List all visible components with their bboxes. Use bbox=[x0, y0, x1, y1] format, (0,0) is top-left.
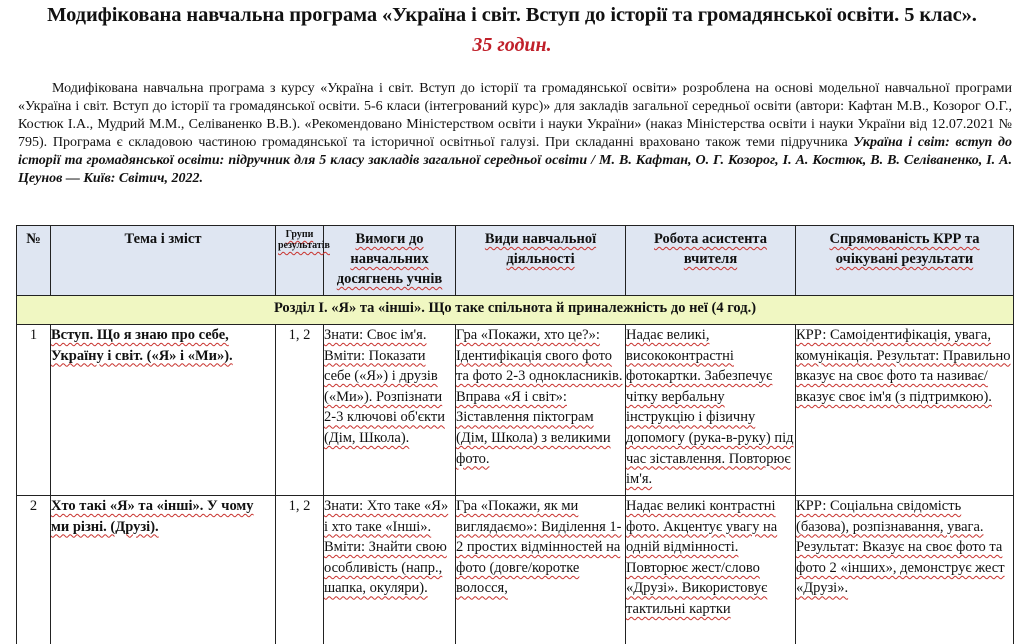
row-requirements: Знати: Своє ім'я. Вміти: Показати себе («Я») і друзів («Ми»). Розпізнати 2-3 ключові об'єкти (Дім, Школа). bbox=[324, 325, 456, 496]
row-num: 1 bbox=[17, 325, 51, 496]
document-title: Модифікована навчальна програма «Україна і світ. Вступ до історії та громадянської освіти. 5 клас». bbox=[47, 4, 977, 26]
row-assistant: Надає великі контрастні фото. Акцентує увагу на одній відмінності. Повторює жест/слово «Друзі». Використовує тактильні картки bbox=[626, 496, 796, 644]
curriculum-table bbox=[16, 225, 1014, 644]
header-requirements: Вимоги до навчальних досягнень учнів bbox=[324, 226, 456, 296]
table-row bbox=[17, 496, 1014, 644]
row-topic: Вступ. Що я знаю про себе, Україну і світ. («Я» і «Ми»). bbox=[51, 325, 276, 496]
row-krr: КРР: Соціальна свідомість (базова), розпізнавання, увага. Результат: Вказує на своє фото та фото 2 «інших», демонструє жест «Друзі». bbox=[796, 496, 1014, 644]
row-activities: Гра «Покажи, як ми виглядаємо»: Виділення 1-2 простих відмінностей на фото (довге/коротке волосся, bbox=[456, 496, 626, 644]
row-groups: 1, 2 bbox=[276, 325, 324, 496]
document-hours: 35 годин. bbox=[472, 34, 552, 56]
table-row bbox=[17, 325, 1014, 496]
header-activities: Види навчальної діяльності bbox=[456, 226, 626, 296]
row-num: 2 bbox=[17, 496, 51, 644]
intro-text: Модифікована навчальна програма з курсу «Україна і світ. Вступ до історії та громадянської освіти» розроблена на основі модельної навчальної програми «Україна і світ. Вступ до історії та громадянської освіти. 5-6 класи (інтегрований курс)» для закладів загальної середньої освіти (автори: Кафтан М.В., Козорог О.Г., Костюк І.А., Мудрий М.М., Селіваненко В.В.). «Рекомендовано Міністерством освіти і науки України» (наказ Міністерства освіти і науки України від 12.07.2021 № 795). Програма є складовою частиною громадянської та історичної освітньої галузі. При складанні враховано також теми підручника bbox=[18, 81, 1012, 150]
row-krr: КРР: Самоідентифікація, увага, комунікація. Результат: Правильно вказує на своє фото та називає/вказує своє ім'я (з підтримкою). bbox=[796, 325, 1014, 496]
intro-textbook: Україна і світ: вступ до історії та громадянської освіти: підручник для 5 класу закладів загальної середньої освіти / М. В. Кафтан, О. Г. Козорог, І. А. Костюк, В. В. Селіваненко, І. А. Цеунов — Київ: Світич, 2022. bbox=[18, 135, 1012, 186]
header-topic: Тема і зміст bbox=[51, 226, 276, 296]
header-num: № bbox=[17, 226, 51, 296]
header-krr: Спрямованість КРР та очікувані результати bbox=[796, 226, 1014, 296]
intro-paragraph bbox=[18, 80, 1012, 188]
table-header-row bbox=[17, 226, 1014, 296]
section-row bbox=[17, 296, 1014, 325]
header-assistant: Робота асистента вчителя bbox=[626, 226, 796, 296]
row-activities: Гра «Покажи, хто це?»: Ідентифікація свого фото та фото 2-3 однокласників. Вправа «Я і світ»: Зіставлення піктограм (Дім, Школа) з великими фото. bbox=[456, 325, 626, 496]
row-groups: 1, 2 bbox=[276, 496, 324, 644]
section-title: Розділ І. «Я» та «інші». Що таке спільнота й приналежність до неї (4 год.) bbox=[17, 296, 1014, 325]
row-requirements: Знати: Хто таке «Я» і хто таке «Інші». Вміти: Знайти свою особливість (напр., шапка, окуляри). bbox=[324, 496, 456, 644]
row-assistant: Надає великі, висококонтрастні фотокартки. Забезпечує чітку вербальну інструкцію і фізичну допомогу (рука-в-руку) під час зіставлення. Повторює ім'я. bbox=[626, 325, 796, 496]
header-groups: Групи результатів bbox=[276, 226, 324, 296]
row-topic: Хто такі «Я» та «інші». У чому ми різні. (Друзі). bbox=[51, 496, 276, 644]
